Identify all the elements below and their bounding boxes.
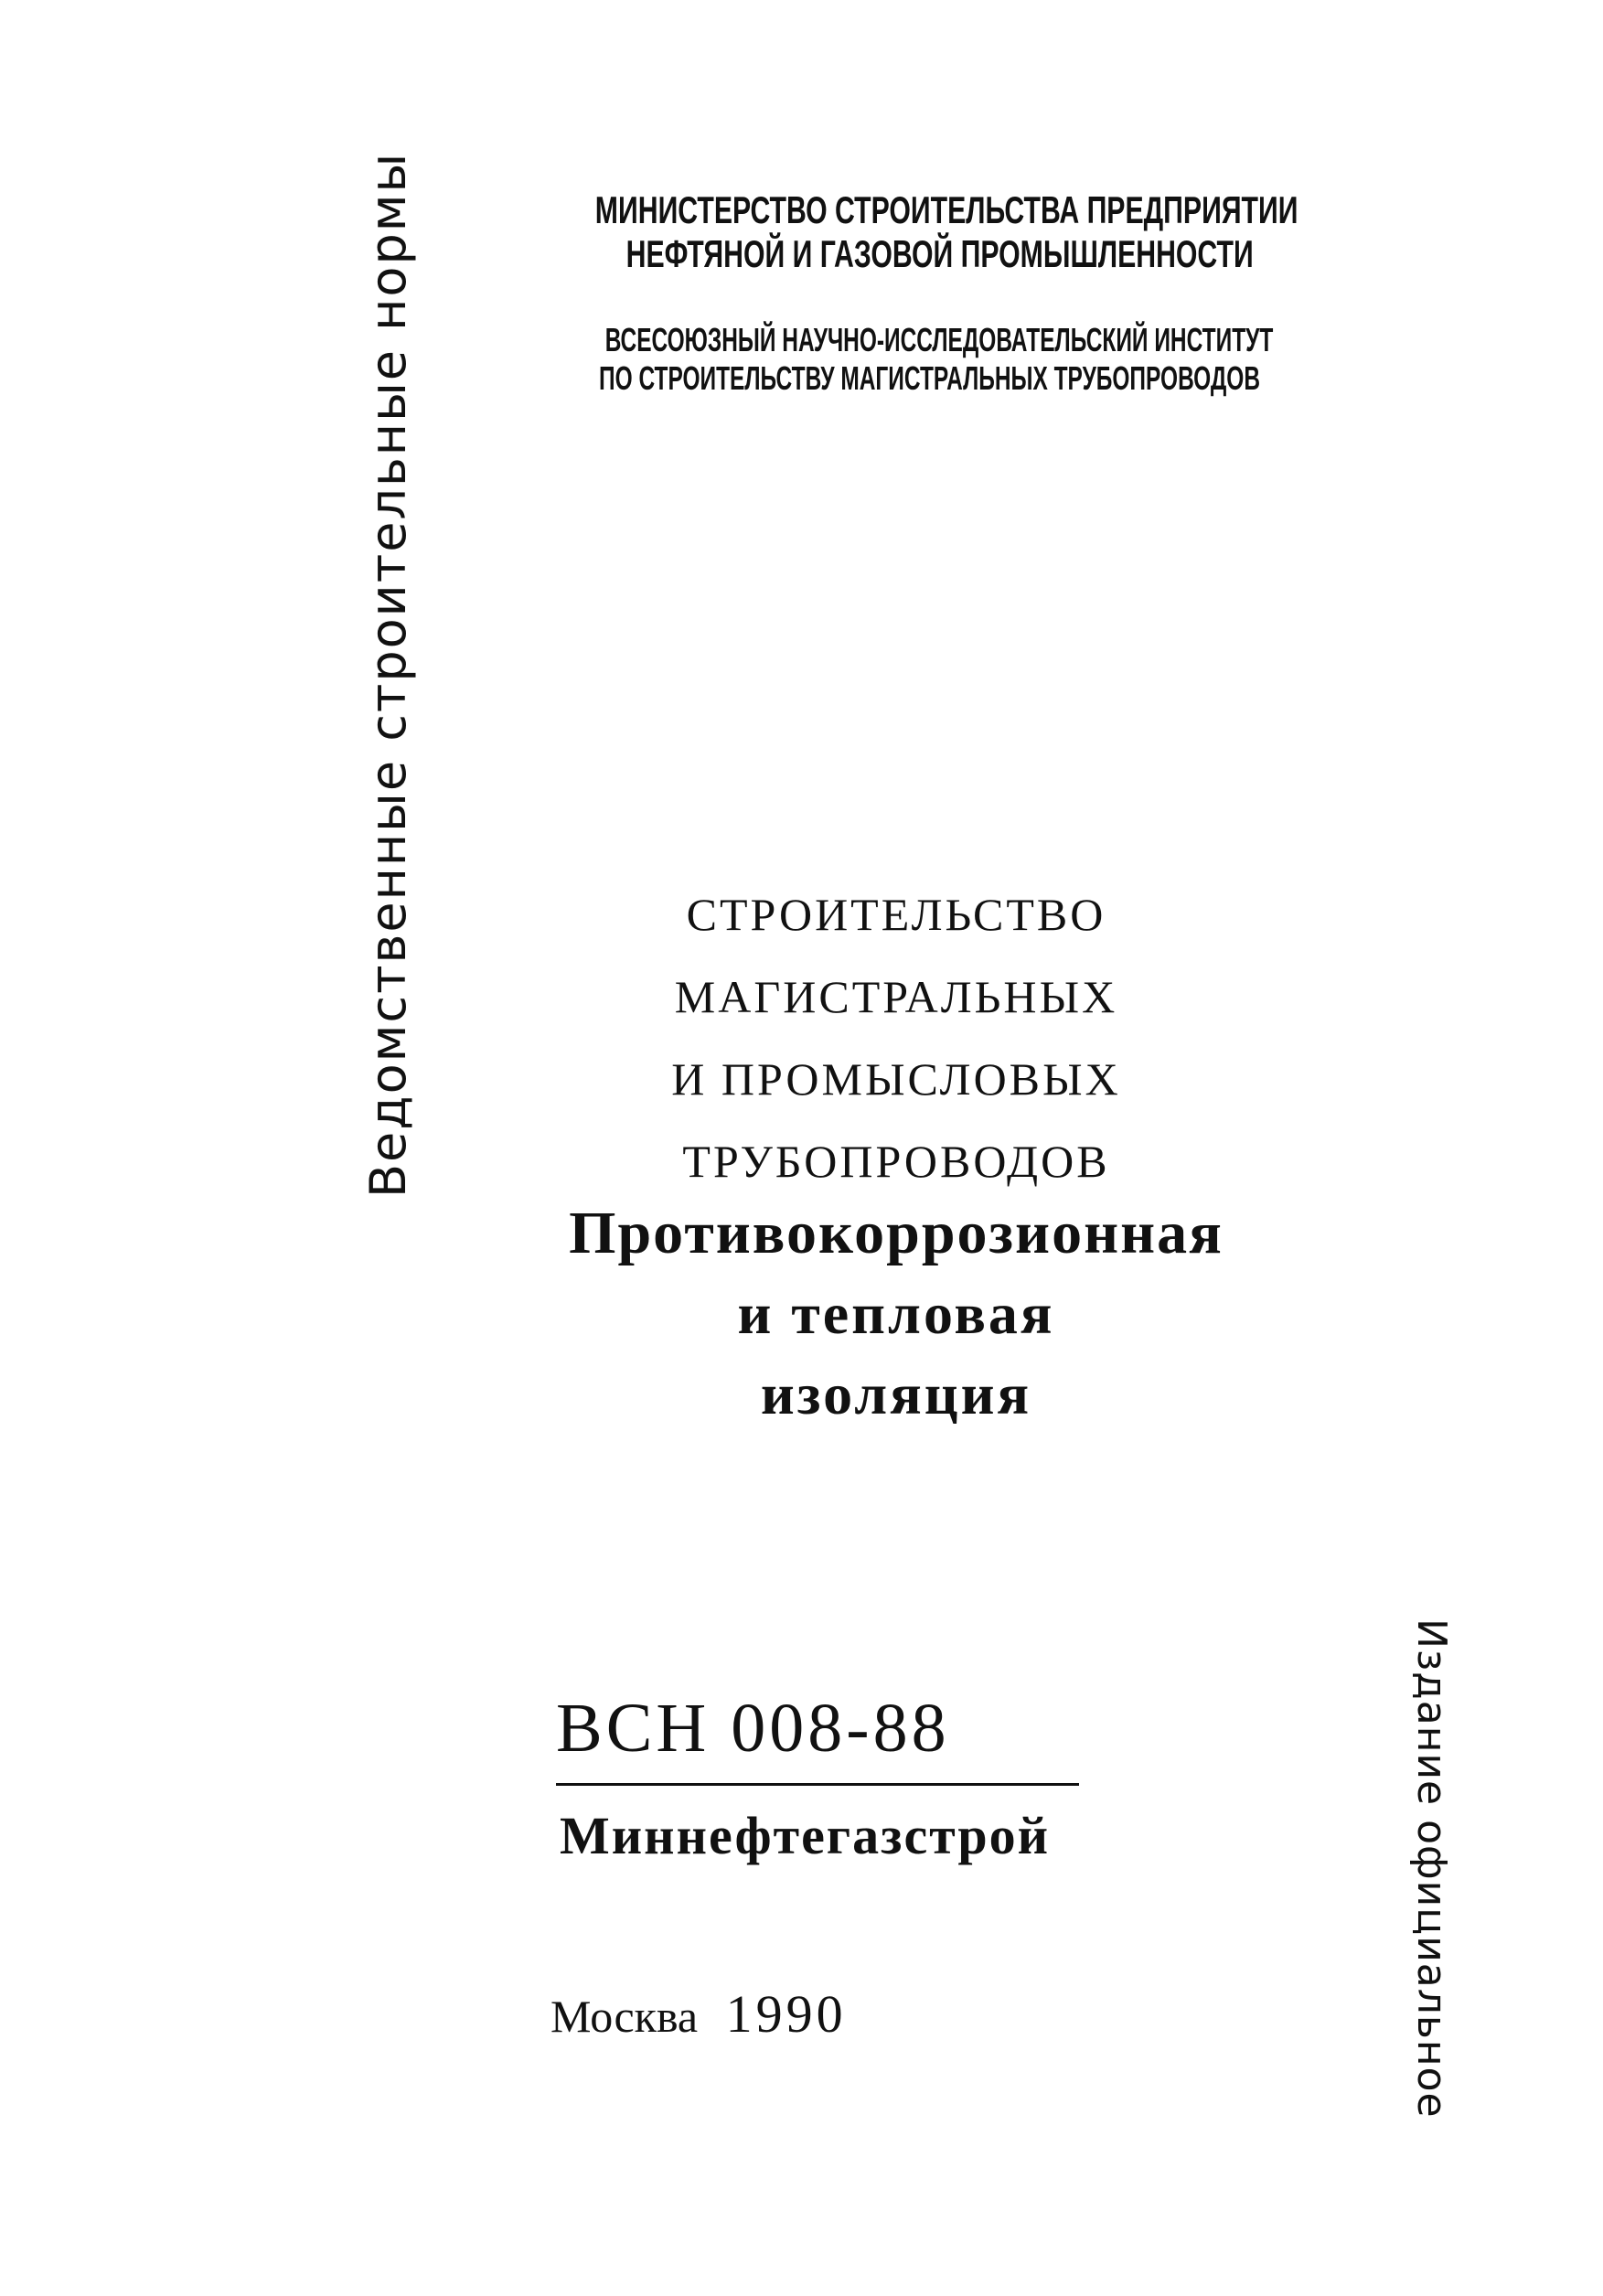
- imprint: [550, 1982, 847, 2048]
- title-line-1: СТРОИТЕЛЬСТВО: [686, 889, 1106, 940]
- ministry-name-line-1: МИНИСТЕРСТВО СТРОИТЕЛЬСТВА ПРЕДПРИЯТИИ: [594, 188, 1298, 231]
- document-subtitle: [476, 1193, 1317, 1435]
- edition-note-vertical: Издание официальное: [1408, 1618, 1455, 2119]
- imprint-year: 1990: [725, 1984, 847, 2044]
- document-code: ВСН 008-88: [556, 1690, 950, 1767]
- institute-name-line-1: ВСЕСОЮЗНЫЙ НАУЧНО-ИССЛЕДОВАТЕЛЬСКИЙ ИНСТИТУТ: [604, 321, 1274, 358]
- title-line-4: ТРУБОПРОВОДОВ: [682, 1136, 1110, 1187]
- series-title-vertical: Ведомственные строительные нормы: [359, 151, 417, 1198]
- ministry-name-line-2: НЕФТЯНОЙ И ГАЗОВОЙ ПРОМЫШЛЕННОСТИ: [625, 232, 1254, 275]
- main-title: [476, 873, 1317, 1202]
- subtitle-line-2: и тепловая: [737, 1281, 1055, 1346]
- institute-name-line-2: ПО СТРОИТЕЛЬСТВУ МАГИСТРАЛЬНЫХ ТРУБОПРОВОДОВ: [599, 359, 1261, 397]
- subtitle-line-1: Противокоррозионная: [569, 1200, 1224, 1266]
- subtitle-line-3: изоляция: [760, 1362, 1032, 1426]
- title-line-3: И ПРОМЫСЛОВЫХ: [671, 1053, 1121, 1105]
- imprint-city: Москва: [550, 1991, 699, 2042]
- document-code-divider: [556, 1783, 1079, 1786]
- issuing-organization: Миннефтегазстрой: [560, 1806, 1051, 1865]
- title-line-2: МАГИСТРАЛЬНЫХ: [674, 971, 1118, 1022]
